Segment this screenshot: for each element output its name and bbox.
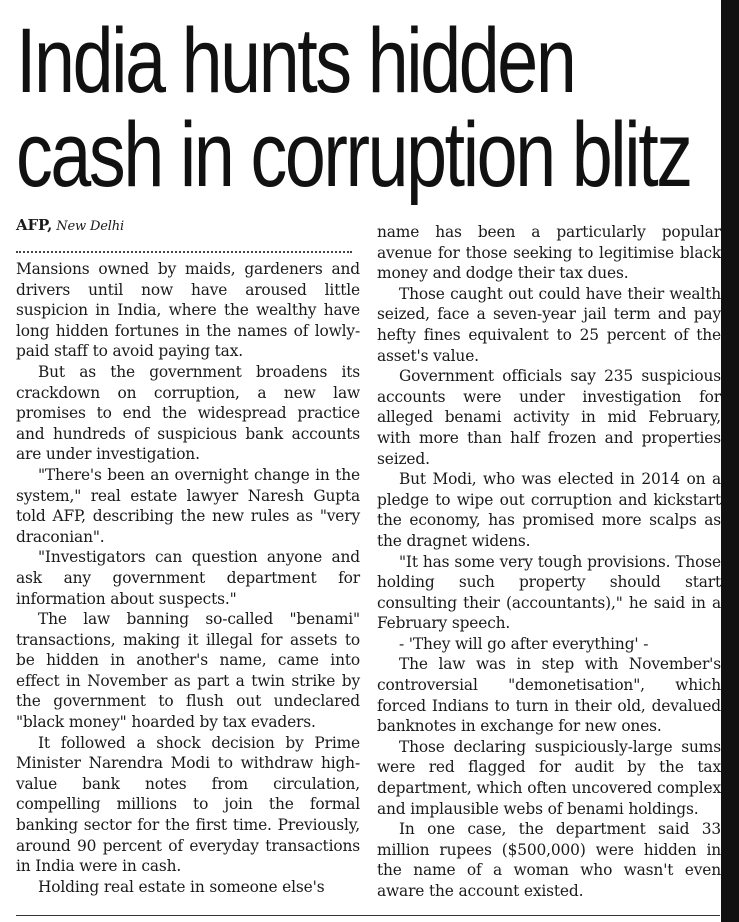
paragraph: Holding real estate in someone else's (38, 877, 325, 896)
right-column (377, 222, 721, 902)
paragraph: "Investigators can question anyone and ask any government department for information about suspects." (16, 548, 360, 608)
paragraph: It followed a shock decision by Prime Minister Narendra Modi to withdraw high-value bank notes from circulation, compelling millions to join the formal banking sector for the first time. Previously, around 90 percent of everyday transactions in India were in cash. (16, 733, 360, 876)
paragraph: In one case, the department said 33 million rupees ($500,000) were hidden in the name of a woman who wasn't even aware the account existed. (377, 820, 721, 900)
paragraph: The law banning so-called "benami" transactions, making it illegal for assets to be hidden in another's name, came into effect in November as part a twin strike by the government to flush out undeclared "black money" hoarded by tax evaders. (16, 610, 360, 732)
paragraph: "It has some very tough provisions. Those holding such property should start consulting their (accountants)," he said in a February speech. (377, 552, 721, 633)
paragraph: "There's been an overnight change in the system," real estate lawyer Naresh Gupta told AFP, describing the new rules as "very draconian". (16, 465, 360, 546)
headline: India hunts hidden cash in corruption blitz (16, 10, 691, 206)
paragraph: Government officials say 235 suspicious accounts were under investigation for alleged benami activity in mid February, with more than half frozen and properties seized. (377, 367, 721, 468)
byline-agency: AFP, (16, 216, 53, 234)
paragraph: Those declaring suspiciously-large sums were red flagged for audit by the tax department, which often uncovered complex and implausible webs of benami holdings. (377, 737, 721, 818)
paragraph-continuation: name has been a particularly popular avenue for those seeking to legitimise black money and dodge their tax dues. (377, 223, 721, 283)
paragraph: Mansions owned by maids, gardeners and drivers until now have aroused little suspicion in India, where the wealthy have long hidden fortunes in the names of lowly-paid staff to avoid paying tax. (16, 260, 360, 361)
paragraph: Those caught out could have their wealth seized, face a seven-year jail term and pay hefty fines equivalent to 25 percent of the asset's value. (377, 284, 721, 365)
dotted-divider (16, 251, 352, 253)
paragraph: The law was in step with November's controversial "demonetisation", which forced Indians to turn in their old, devalued banknotes in exchange for new ones. (377, 655, 721, 736)
subheading: - 'They will go after everything' - (399, 634, 649, 653)
scan-edge (721, 0, 739, 922)
paragraph: But Modi, who was elected in 2014 on a pledge to wipe out corruption and kickstart the economy, has promised more scalps as the dragnet widens. (377, 470, 721, 550)
left-column (16, 215, 360, 897)
byline-place: New Delhi (56, 219, 125, 234)
paragraph: But as the government broadens its crackdown on corruption, a new law promises to end the widespread practice and hundreds of suspicious bank accounts are under investigation. (16, 362, 360, 464)
byline (16, 215, 360, 237)
bottom-rule (16, 915, 720, 916)
